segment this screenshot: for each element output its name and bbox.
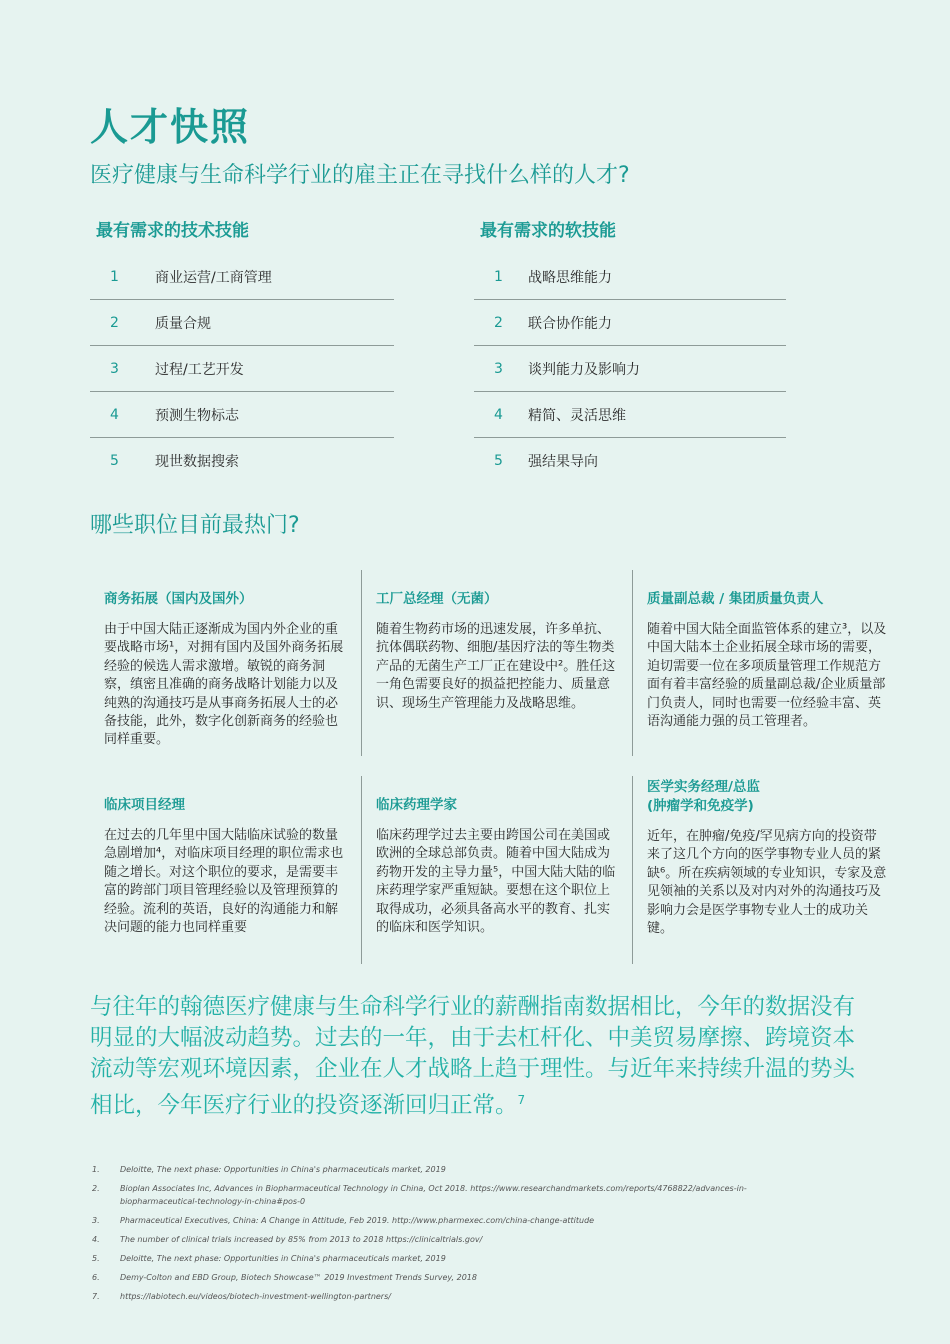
role-description: 临床药理学过去主要由跨国公司在美国或欧洲的全球总部负责。随着中国大陆成为药物开发的主导力量⁵，中国大陆大陆的临床药理学家严重短缺。要想在这个职位上取得成功，必须具备高水平的教育、扎实的临床和医学知识。	[376, 828, 616, 936]
footnote-text: Demy-Colton and EBD Group, Biotech Showcase™ 2019 Investment Trends Survey, 2018	[120, 1273, 477, 1282]
footnote-text: Pharmaceutical Executives, China: A Change in Attitude, Feb 2019. http://www.pharmexec.com/china-change-attitude	[120, 1216, 595, 1225]
skill-number: 1	[494, 268, 503, 285]
footnote	[92, 1271, 812, 1284]
soft-skill-item	[474, 300, 786, 346]
footnote	[92, 1182, 812, 1208]
page-subtitle: 医疗健康与生命科学行业的雇主正在寻找什么样的人才?	[90, 163, 630, 188]
tech-skill-item	[90, 346, 394, 392]
footnotes	[92, 1163, 812, 1309]
soft-skill-item	[474, 346, 786, 392]
soft-skills-heading: 最有需求的软技能	[480, 221, 616, 241]
role-card	[361, 776, 617, 964]
summary-paragraph	[90, 992, 860, 1122]
skill-label: 商业运营/工商管理	[155, 269, 272, 286]
role-description: 在过去的几年里中国大陆临床试验的数量急剧增加⁴，对临床项目经理的职位需求也随之增长。对这个职位的要求，是需要丰富的跨部门项目管理经验以及管理预算的经验。流利的英语，良好的沟通能力和解决问题的能力也同样重要	[104, 828, 344, 936]
skill-number: 2	[110, 314, 119, 331]
role-description: 随着生物药市场的迅速发展，许多单抗、抗体偶联药物、细胞/基因疗法的等生物类产品的无菌生产工厂正在建设中²。胜任这一角色需要良好的损益把控能力、质量意识、现场生产管理能力及战略思维。	[376, 622, 616, 711]
hot-roles-heading: 哪些职位目前最热门?	[90, 513, 300, 538]
role-description: 近年，在肿瘤/免疫/罕见病方向的投资带来了这几个方向的医学事物专业人员的紧缺⁶。所在疾病领域的专业知识，专家及意见领袖的关系以及对内对外的沟通技巧及影响力会是医学事物专业人士的成功关键。	[647, 829, 887, 937]
role-card	[632, 570, 888, 756]
skill-label: 质量合规	[155, 315, 211, 332]
footnote	[92, 1214, 812, 1227]
footnote-text: The number of clinical trials increased by 85% from 2013 to 2018 https://clinicaltrials.gov/	[120, 1235, 483, 1244]
summary-text: 与往年的翰德医疗健康与生命科学行业的薪酬指南数据相比，今年的数据没有明显的大幅波动趋势。过去的一年，由于去杠杆化、中美贸易摩擦、跨境资本流动等宏观环境因素，企业在人才战略上趋于理性。与近年来持续升温的势头相比，今年医疗行业的投资逐渐回归正常。	[90, 994, 856, 1119]
skill-label: 现世数据搜索	[155, 453, 239, 470]
role-description: 由于中国大陆正逐渐成为国内外企业的重要战略市场¹，对拥有国内及国外商务拓展经验的候选人需求激增。敏锐的商务洞察，缜密且准确的商务战略计划能力以及纯熟的沟通技巧是从事商务拓展人士的必备技能，此外，数字化创新商务的经验也同样重要。	[104, 622, 344, 748]
soft-skill-item	[474, 392, 786, 438]
tech-skill-item	[90, 300, 394, 346]
tech-skills-heading: 最有需求的技术技能	[96, 221, 249, 241]
footnote	[92, 1252, 812, 1265]
role-title: 医学实务经理/总监 (肿瘤学和免疫学)	[647, 779, 760, 814]
footnote-number: 3.	[92, 1216, 100, 1225]
role-title: 临床药理学家	[376, 797, 457, 813]
tech-skill-item	[90, 392, 394, 438]
role-card	[90, 776, 346, 937]
footnote-text: https://labiotech.eu/videos/biotech-investment-wellington-partners/	[120, 1292, 391, 1301]
role-card	[361, 570, 617, 756]
footnote-number: 4.	[92, 1235, 100, 1244]
footnote	[92, 1233, 812, 1246]
summary-footnote-ref: 7	[517, 1093, 526, 1107]
footnote-text: Bioplan Associates Inc, Advances in Biopharmaceutical Technology in China, Oct 2018. https://www.researchandmarkets.com/reports/4768822/advances-in-biopharmaceutical-technology-in-china#pos-0	[120, 1184, 747, 1206]
footnote-number: 1.	[92, 1165, 100, 1174]
soft-skill-item	[474, 254, 786, 300]
role-card	[90, 570, 346, 750]
role-title: 质量副总裁 / 集团质量负责人	[647, 591, 824, 607]
skill-number: 4	[110, 406, 119, 423]
role-title: 临床项目经理	[104, 797, 185, 813]
skill-number: 2	[494, 314, 503, 331]
skill-number: 1	[110, 268, 119, 285]
footnote	[92, 1163, 812, 1176]
role-title: 工厂总经理（无菌）	[376, 591, 498, 607]
footnote-text: Deloitte, The next phase: Opportunities in China's pharmaceuticals market, 2019	[120, 1254, 446, 1263]
role-description: 随着中国大陆全面监管体系的建立³，以及中国大陆本土企业拓展全球市场的需要，迫切需要一位在多项质量管理工作规范方面有着丰富经验的质量副总裁/企业质量部门负责人，同时也需要一位经验丰富、英语沟通能力强的员工管理者。	[647, 622, 887, 730]
footnote	[92, 1290, 812, 1303]
tech-skill-item	[90, 254, 394, 300]
role-title: 商务拓展（国内及国外）	[104, 591, 253, 607]
page-title: 人才快照	[90, 105, 251, 149]
skill-number: 5	[494, 452, 503, 469]
skill-label: 过程/工艺开发	[155, 361, 244, 378]
skill-label: 预测生物标志	[155, 407, 239, 424]
tech-skill-item	[90, 438, 394, 483]
skill-label: 谈判能力及影响力	[528, 361, 640, 378]
soft-skill-item	[474, 438, 786, 483]
skill-label: 强结果导向	[528, 453, 598, 470]
skill-label: 战略思维能力	[528, 269, 612, 286]
footnote-number: 2.	[92, 1184, 100, 1193]
skill-label: 精简、灵活思维	[528, 407, 626, 424]
footnote-text: Deloitte, The next phase: Opportunities in China's pharmaceuticals market, 2019	[120, 1165, 446, 1174]
skill-number: 4	[494, 406, 503, 423]
role-card	[632, 776, 888, 964]
tech-skills-list	[90, 218, 394, 483]
footnote-number: 7.	[92, 1292, 100, 1301]
skill-number: 3	[494, 360, 503, 377]
footnote-number: 5.	[92, 1254, 100, 1263]
skill-number: 3	[110, 360, 119, 377]
skill-number: 5	[110, 452, 119, 469]
footnote-number: 6.	[92, 1273, 100, 1282]
skill-label: 联合协作能力	[528, 315, 612, 332]
soft-skills-list	[474, 218, 786, 483]
